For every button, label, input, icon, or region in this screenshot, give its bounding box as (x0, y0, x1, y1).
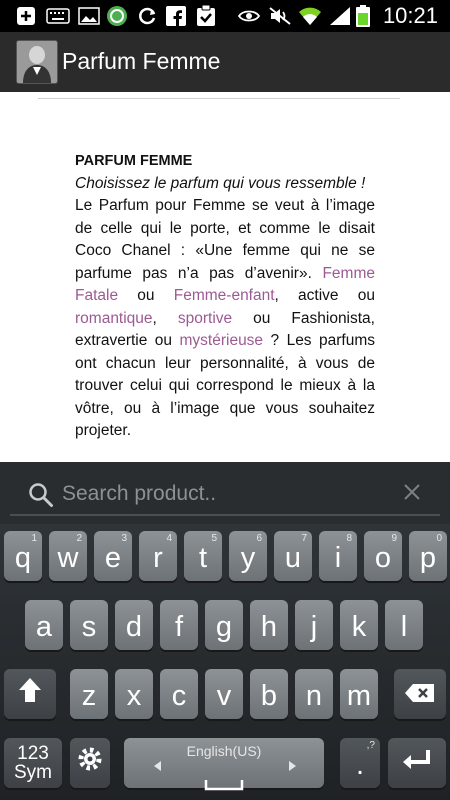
key-n[interactable] (295, 669, 333, 719)
sym-label-bottom: Sym (14, 762, 52, 783)
key-x[interactable] (115, 669, 153, 719)
keyboard-icon (46, 6, 70, 26)
clipboard-check-icon (196, 6, 216, 26)
key-sub: 9 (391, 533, 397, 544)
search-underline (10, 514, 440, 516)
space-key[interactable] (124, 738, 324, 788)
app-logo-icon[interactable] (16, 40, 58, 84)
key-e[interactable] (94, 531, 132, 581)
key-label: r (153, 541, 163, 574)
search-input[interactable] (60, 476, 394, 512)
key-b[interactable] (250, 669, 288, 719)
key-l[interactable] (385, 600, 423, 650)
key-sub: 1 (31, 533, 37, 544)
key-label: k (351, 610, 367, 643)
key-k[interactable] (340, 600, 378, 650)
key-sub: ,? (366, 740, 375, 751)
action-bar (0, 32, 450, 92)
backspace-icon (404, 678, 436, 711)
key-sub: 5 (211, 533, 217, 544)
key-label: u (284, 541, 302, 574)
key-m[interactable] (340, 669, 378, 719)
key-sub: 7 (301, 533, 307, 544)
article-content (0, 92, 450, 462)
wifi-icon (298, 6, 322, 26)
body-text: Le Parfum pour Femme se veut à l’image de celle qui le porte, et comme le disait Coco Chanel : «Une femme qui ne se parfume pas n’a pas d’avenir». (75, 197, 375, 282)
status-time: 10:21 (382, 3, 438, 28)
key-c[interactable] (160, 669, 198, 719)
key-y[interactable] (229, 531, 267, 581)
key-sub: 3 (121, 533, 127, 544)
key-a[interactable] (25, 600, 63, 650)
key-v[interactable] (205, 669, 243, 719)
settings-key[interactable] (70, 738, 110, 788)
clear-search-icon[interactable] (402, 482, 422, 507)
key-label: t (198, 541, 208, 574)
key-label: d (125, 610, 143, 643)
article-body (75, 195, 375, 443)
key-label: x (126, 679, 142, 712)
key-r[interactable] (139, 531, 177, 581)
key-label: h (260, 610, 278, 643)
link-mysterieuse[interactable]: mystérieuse (179, 332, 264, 349)
key-label: q (14, 541, 32, 574)
enter-icon (401, 747, 433, 780)
key-z[interactable] (70, 669, 108, 719)
search-icon (28, 482, 54, 513)
app-badge-icon (106, 6, 128, 26)
key-h[interactable] (250, 600, 288, 650)
signal-icon (328, 6, 352, 26)
key-t[interactable] (184, 531, 222, 581)
body-text: , (152, 309, 178, 327)
key-label: v (216, 679, 232, 712)
article-heading: PARFUM FEMME (75, 153, 193, 169)
lang-next-icon (288, 746, 296, 779)
symbols-key[interactable] (4, 738, 62, 788)
body-text: ? Les parfums ont chacun leur personnalité, à vous de trouver celui qui correspond le mieux à la vôtre, ou à l’image que vous souhaitez projeter. (75, 332, 375, 439)
space-bar-icon (204, 766, 244, 799)
search-bar (0, 462, 450, 524)
backspace-key[interactable] (394, 669, 446, 719)
key-label: c (171, 679, 187, 712)
period-key[interactable] (340, 738, 380, 788)
body-text: ou (118, 287, 174, 304)
key-sub: 2 (76, 533, 82, 544)
key-label: a (35, 610, 53, 643)
body-text: , active ou (274, 287, 375, 304)
key-d[interactable] (115, 600, 153, 650)
key-q[interactable] (4, 531, 42, 581)
key-s[interactable] (70, 600, 108, 650)
key-label: g (215, 610, 233, 643)
key-label: m (346, 679, 372, 712)
key-i[interactable] (319, 531, 357, 581)
app-title: Parfum Femme (62, 48, 221, 74)
key-label: l (400, 610, 408, 643)
key-label: z (81, 679, 97, 712)
key-label: j (310, 610, 318, 643)
link-femme-fatale[interactable]: Femme Fatale (75, 264, 375, 304)
key-sub: 4 (166, 533, 172, 544)
key-label: n (305, 679, 323, 712)
key-sub: 0 (436, 533, 442, 544)
key-j[interactable] (295, 600, 333, 650)
article (75, 150, 375, 443)
article-subheading: Choisissez le parfum qui vous ressemble ! (75, 174, 366, 192)
lang-prev-icon (154, 746, 162, 779)
key-label: i (334, 541, 342, 574)
key-label: f (174, 610, 184, 643)
key-label: e (104, 541, 122, 574)
link-romantique[interactable]: romantique (75, 309, 153, 327)
settings-gear-icon (76, 745, 104, 781)
add-icon (16, 6, 36, 26)
battery-icon (356, 6, 370, 26)
link-femme-enfant[interactable]: Femme-enfant (173, 287, 275, 304)
keyboard-language: English(US) (186, 743, 262, 759)
key-u[interactable] (274, 531, 312, 581)
link-sportive[interactable]: sportive (177, 309, 233, 327)
facebook-icon (166, 6, 186, 26)
image-icon (78, 6, 100, 26)
key-p[interactable] (409, 531, 447, 581)
key-o[interactable] (364, 531, 402, 581)
shift-icon (17, 676, 43, 712)
key-label: p (419, 541, 437, 574)
divider (38, 98, 400, 99)
key-f[interactable] (160, 600, 198, 650)
status-bar (0, 0, 450, 32)
key-sub: 6 (256, 533, 262, 544)
key-label: s (81, 610, 97, 643)
sync-icon (136, 6, 158, 26)
key-label: b (260, 679, 278, 712)
enter-key[interactable] (388, 738, 446, 788)
key-label: y (240, 541, 256, 574)
key-label: w (57, 541, 79, 574)
mute-icon (268, 6, 292, 26)
key-label: . (355, 748, 365, 781)
key-w[interactable] (49, 531, 87, 581)
shift-key[interactable] (4, 669, 56, 719)
key-g[interactable] (205, 600, 243, 650)
sym-label-top: 123 (17, 743, 49, 764)
eye-icon (238, 6, 260, 26)
body-text: ou Fashionista, extravertie ou (75, 309, 375, 349)
key-label: o (374, 541, 392, 574)
key-sub: 8 (346, 533, 352, 544)
soft-keyboard (0, 524, 450, 800)
